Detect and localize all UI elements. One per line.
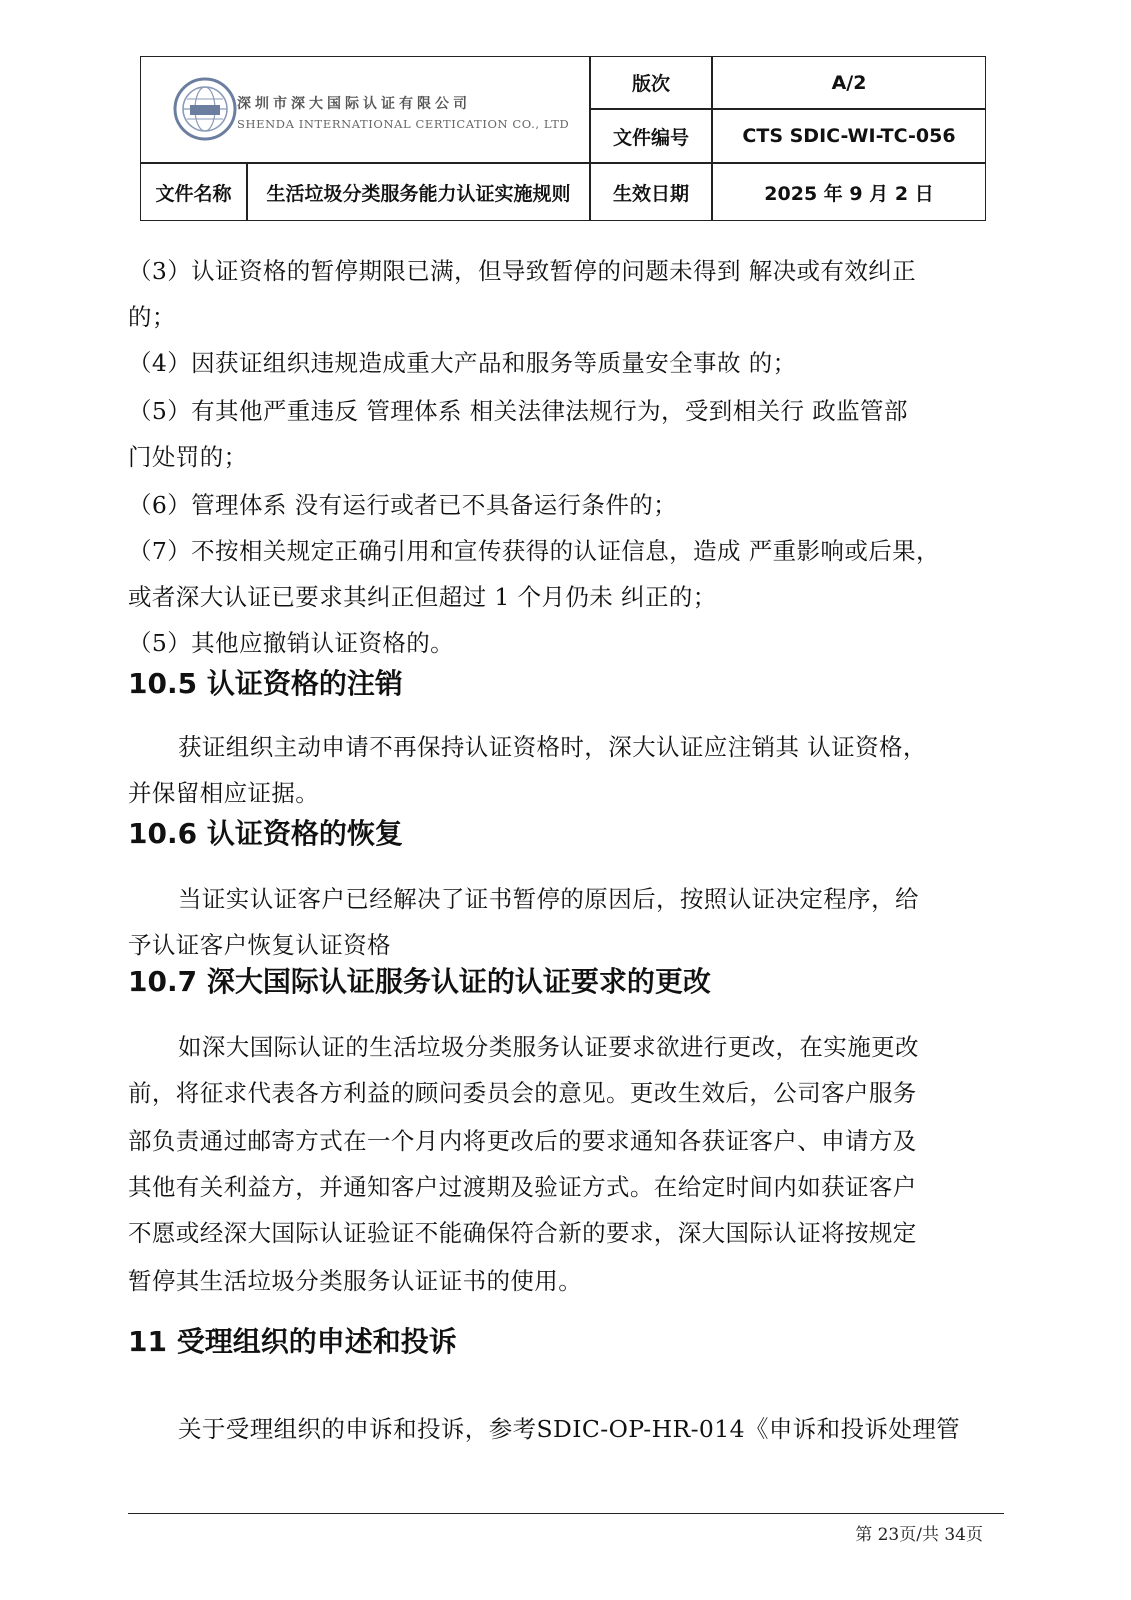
text-line: （4）因获证组织违规造成重大产品和服务等质量安全事故 的； — [128, 349, 797, 377]
section-heading-11: 11 受理组织的申述和投诉 — [128, 1325, 457, 1358]
paragraph-line: 获证组织主动申请不再保持认证资格时，深大认证应注销其 认证资格， — [178, 733, 927, 761]
text-line: （5）有其他严重违反 管理体系 相关法律法规行为，受到相关行 政监管部 — [128, 397, 908, 425]
company-logo-icon — [173, 77, 237, 141]
paragraph-line: 如深大国际认证的生活垃圾分类服务认证要求欲进行更改，在实施更改 — [178, 1033, 919, 1061]
text-line: （5）其他应撤销认证资格的。 — [128, 629, 455, 657]
text-line: 的； — [128, 303, 176, 331]
company-name-en: SHENDA INTERNATIONAL CERTICATION CO., LTD — [237, 117, 570, 131]
company-name-cn: 深圳市深大国际认证有限公司 — [237, 96, 471, 112]
company-logo-block — [141, 57, 599, 164]
doc-number-value: CTS SDIC-WI-TC-056 — [742, 125, 956, 147]
page-number: 第 23页/共 34页 — [855, 1525, 983, 1545]
paragraph-line: 部负责通过邮寄方式在一个月内将更改后的要求通知各获证客户、申请方及 — [128, 1127, 917, 1155]
text-line: （6）管理体系 没有运行或者已不具备运行条件的； — [128, 491, 678, 519]
paragraph-line: 并保留相应证据。 — [128, 779, 320, 807]
text-line: 或者深大认证已要求其纠正但超过 1 个月仍未 纠正的； — [128, 583, 717, 611]
section-heading-10-6: 10.6 认证资格的恢复 — [128, 817, 403, 850]
paragraph-line: 前，将征求代表各方利益的顾问委员会的意见。更改生效后，公司客户服务 — [128, 1079, 917, 1107]
footer-divider — [128, 1513, 1004, 1514]
paragraph-line: 关于受理组织的申诉和投诉，参考SDIC-OP-HR-014《申诉和投诉处理管 — [178, 1415, 961, 1443]
document-header-table — [140, 56, 986, 221]
text-line: （7）不按相关规定正确引用和宣传获得的认证信息，造成 严重影响或后果， — [128, 537, 940, 565]
section-heading-10-5: 10.5 认证资格的注销 — [128, 667, 403, 700]
effective-date-value: 2025 年 9 月 2 日 — [764, 182, 934, 205]
paragraph-line: 予认证客户恢复认证资格 — [128, 931, 391, 959]
text-line: （3）认证资格的暂停期限已满，但导致暂停的问题未得到 解决或有效纠正 — [128, 257, 917, 285]
doc-name-value: 生活垃圾分类服务能力认证实施规则 — [266, 182, 571, 205]
version-value: A/2 — [831, 71, 867, 94]
paragraph-line: 其他有关利益方，并通知客户过渡期及验证方式。在给定时间内如获证客户 — [128, 1173, 917, 1201]
doc-name-label: 文件名称 — [155, 182, 232, 205]
version-label: 版次 — [631, 73, 670, 95]
paragraph-line: 暂停其生活垃圾分类服务认证证书的使用。 — [128, 1267, 583, 1295]
section-heading-10-7: 10.7 深大国际认证服务认证的认证要求的更改 — [128, 965, 711, 998]
text-line: 门处罚的； — [128, 443, 248, 471]
paragraph-line: 不愿或经深大国际认证验证不能确保符合新的要求，深大国际认证将按规定 — [128, 1219, 917, 1247]
paragraph-line: 当证实认证客户已经解决了证书暂停的原因后，按照认证决定程序，给 — [178, 885, 919, 913]
effective-date-label: 生效日期 — [612, 182, 689, 205]
doc-number-label: 文件编号 — [612, 126, 689, 149]
